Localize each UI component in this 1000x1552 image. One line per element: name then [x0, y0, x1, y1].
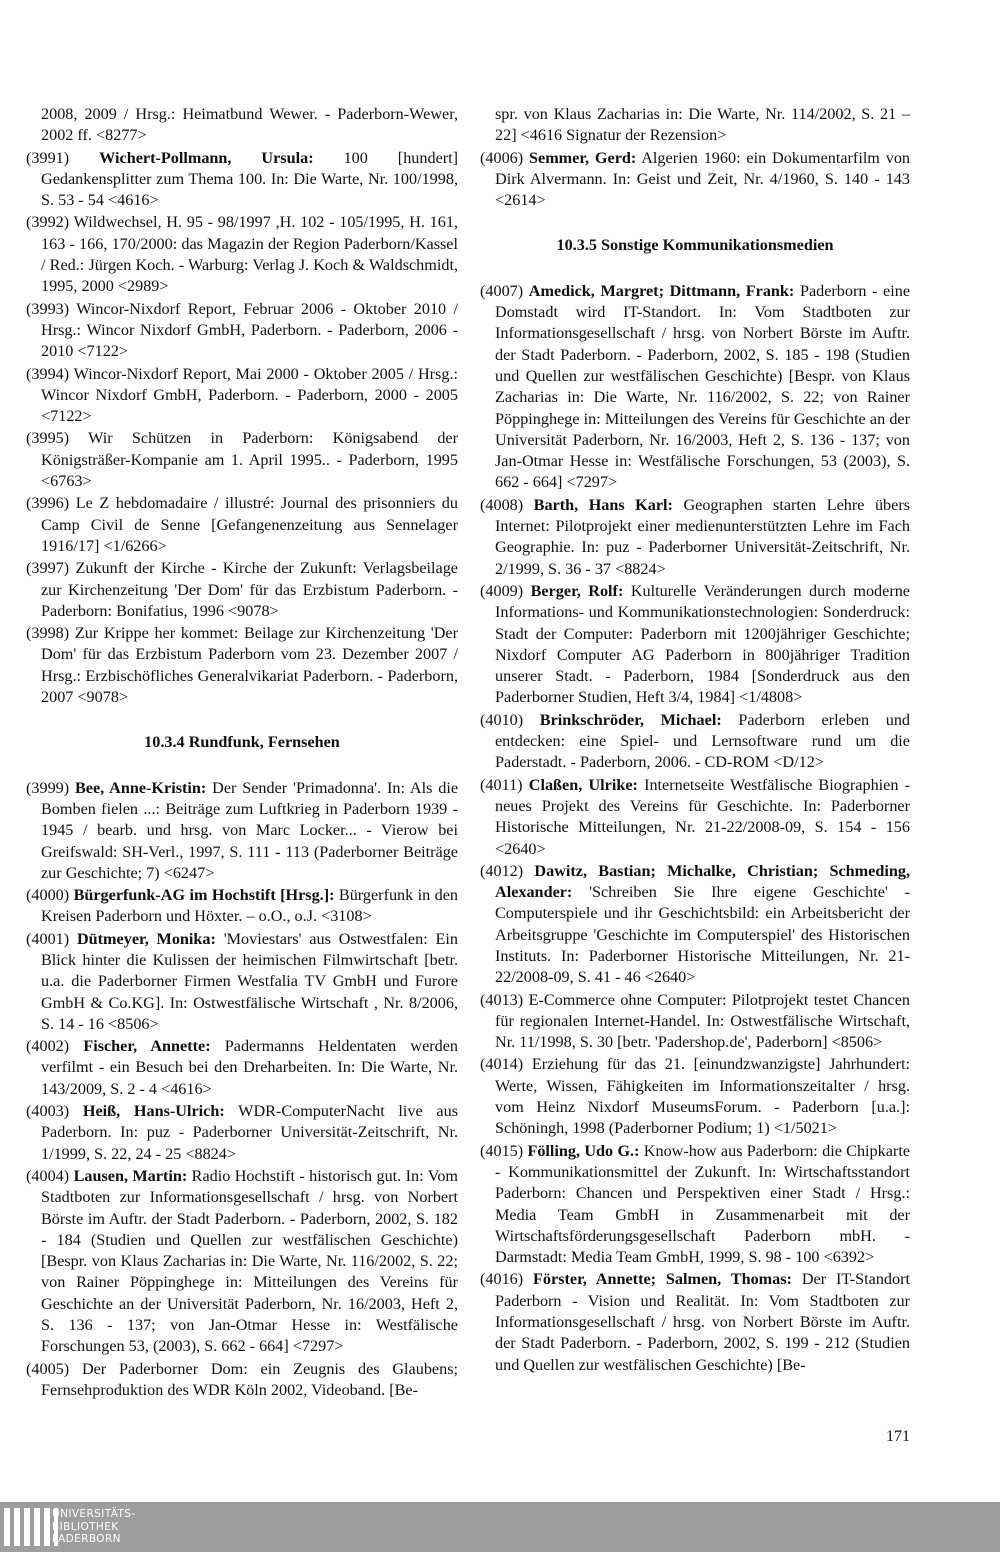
- entry-text: Wincor-Nixdorf Report, Mai 2000 - Oktober 2005 / Hrsg.: Wincor Nixdorf GmbH, Paderborn. - Paderborn, 2000 - 2005 <7122>: [41, 364, 458, 426]
- entry-author: Bürgerfunk-AG im Hochstift [Hrsg.]:: [73, 886, 335, 905]
- entry-author: Dawitz, Bastian; Michalke, Christian; Schmeding, Alexander:: [495, 861, 910, 902]
- entry-number: (3999): [26, 778, 70, 797]
- bibliography-entry: [26, 299, 458, 363]
- entry-continuation: spr. von Klaus Zacharias in: Die Warte, Nr. 114/2002, S. 21 – 22] <4616 Signatur der Rezension>: [495, 105, 910, 145]
- bibliography-entry: [26, 364, 458, 428]
- entry-text: Der Paderborner Dom: ein Zeugnis des Glaubens; Fernsehproduktion des WDR Köln 2002, Videoband. [Be-: [41, 1359, 458, 1399]
- entry-text: Der IT-Standort Paderborn - Vision und Realität. In: Vom Stadtboten zur Informationsgesellschaft / hrsg. von Norbert Börste im Auftr. der Stadt Paderborn. - Paderborn, 2002, S. 199 - 212 (Studien und Quellen zur westfälischen Geschichte) [Be-: [495, 1270, 910, 1374]
- bibliography-entry: [26, 1166, 458, 1358]
- bibliography-entry: [26, 1359, 458, 1402]
- entry-text: Paderborn - eine Domstadt wird IT-Standort. In: Vom Stadtboten zur Informationsgesellschaft / hrsg. von Norbert Börste im Auftr. der Stadt Paderborn. - Paderborn, 2002, S. 185 - 198 (Studien und Quellen zur westfälischen Geschichte) [Bespr. von Klaus Zacharias in: Die Warte, Nr. 116/2002, S. 22; von Rainer Pöppinghege in: Mitteilungen des Vereins für Geschichte an der Universität Paderborn, Nr. 16/2003, Heft 2, S. 136 - 137; von Jan-Otmar Hesse in: Westfälische Forschungen, 53 (2003), S. 662 - 664] <7297>: [495, 281, 911, 492]
- entry-number: (3991): [26, 148, 70, 167]
- entry-continuation: 2008, 2009 / Hrsg.: Heimatbund Wewer. - Paderborn-Wewer, 2002 ff. <8277>: [41, 105, 458, 145]
- entry-author: Amedick, Margret; Dittmann, Frank:: [528, 281, 795, 300]
- bibliography-entry: [480, 1054, 910, 1139]
- entry-number: (4013): [480, 990, 524, 1009]
- library-name-line1: UNIVERSITÄTS-: [52, 1508, 136, 1520]
- entry-number: (4005): [26, 1359, 70, 1378]
- bibliography-entry: [480, 148, 910, 212]
- entry-author: Förster, Annette; Salmen, Thomas:: [533, 1270, 792, 1289]
- entry-text: Know-how aus Paderborn: die Chipkarte - Kommunikationsmittel der Zukunft. In: Wirtschaftsstandort Paderborn: Chancen und Perspektiven einer Stadt / Hrsg.: Media Team GmbH in Zusammenarbeit mit der Wirtschaftsförderungsgesellschaft Paderborn mbH. - Darmstadt: Media Team GmbH, 1999, S. 98 - 100 <6392>: [495, 1141, 911, 1267]
- bibliography-entry: [480, 581, 910, 709]
- bibliography-entry: [26, 1036, 458, 1100]
- bibliography-entry: [26, 778, 458, 884]
- entry-number: (3995): [26, 429, 70, 448]
- library-name-line3: PADERBORN: [52, 1533, 121, 1545]
- entry-number: (3996): [26, 494, 70, 513]
- bibliography-entry: [26, 558, 458, 622]
- entry-number: (4000): [26, 886, 70, 905]
- bibliography-entry: [26, 623, 458, 708]
- section-heading: 10.3.5 Sonstige Kommunikationsmedien: [556, 236, 834, 255]
- entry-text: Padermanns Heldentaten werden verfilmt - ein Besuch bei den Dreharbeiten. In: Die Warte, Nr. 143/2009, S. 2 - 4 <4616>: [41, 1037, 459, 1098]
- library-name-line2: BIBLIOTHEK: [52, 1520, 119, 1533]
- entry-number: (3998): [26, 624, 70, 643]
- entry-author: Fischer, Annette:: [83, 1037, 211, 1056]
- page-number: 171: [886, 1428, 910, 1445]
- entry-text: Der Sender 'Primadonna'. In: Als die Bomben fielen ...: Beiträge zum Luftkrieg in Paderborn 1939 - 1945 / bearb. und hrsg. von Marc Locker... - Vierow bei Greifswald: SH-Verl., 1997, S. 111 - 113 (Paderborner Beiträge zur Geschichte; 7) <6247>: [41, 778, 459, 882]
- entry-number: (4004): [26, 1166, 70, 1185]
- bibliography-entry: [480, 775, 910, 860]
- bibliography-entry: [480, 861, 910, 989]
- entry-author: Fölling, Udo G.:: [527, 1141, 640, 1160]
- right-column: [480, 104, 910, 1377]
- entry-text: Geographen starten Lehre übers Internet: Pilotprojekt einer medienunterstützten Lehre im Fach Geographie. In: puz - Paderborner Universität-Zeitschrift, Nr. 2/1999, S. 36 - 37 <8824>: [495, 495, 911, 578]
- entry-text: Paderborn erleben und entdecken: eine Spiel- und Lernsoftware rund um die Paderstadt. - Paderborn, 2006. - CD-ROM <D/12>: [495, 710, 911, 772]
- bibliography-entry: [480, 495, 910, 580]
- entry-author: Brinkschröder, Michael:: [539, 710, 722, 729]
- bibliography-entry: [480, 1269, 910, 1375]
- library-logo-text: [52, 1508, 136, 1546]
- entry-text: Bürgerfunk in den Kreisen Paderborn und Höxter. – o.O., o.J. <3108>: [41, 886, 459, 926]
- entry-text: Le Z hebdomadaire / illustré: Journal des prisonniers du Camp Civil de Senne [Gefangenenzeitung aus Sennelager 1916/17] <1/6266>: [41, 494, 458, 555]
- entry-author: Bee, Anne-Kristin:: [75, 778, 207, 797]
- entry-author: Claßen, Ulrike:: [528, 775, 638, 794]
- entry-text: Wildwechsel, H. 95 - 98/1997 ,H. 102 - 105/1995, H. 161, 163 - 166, 170/2000: das Magazin der Region Paderborn/Kassel / Red.: Jürgen Koch. - Warburg: Verlag J. Koch & Waldschmidt, 1995, 2000 <2989>: [41, 213, 458, 296]
- entry-text: Zukunft der Kirche - Kirche der Zukunft: Verlagsbeilage zur Kirchenzeitung 'Der Dom' für das Erzbistum Paderborn. - Paderborn: Bonifatius, 1996 <9078>: [41, 559, 458, 620]
- entry-author: Lausen, Martin:: [73, 1166, 188, 1185]
- bibliography-entry: [26, 1101, 458, 1165]
- entry-author: Wichert-Pollmann, Ursula:: [99, 148, 314, 167]
- bibliography-entry: [480, 710, 910, 774]
- bibliography-entry: [26, 212, 458, 297]
- entry-number: (4006): [480, 148, 524, 167]
- entry-text: 'Schreiben Sie Ihre eigene Geschichte' - Computerspiele und ihr Geschichtsbild: ein Arbeitsbericht der Arbeitsgruppe 'Geschichte im Computerspiel' des Historischen Instituts. In: Paderborner Historische Mitteilungen, Nr. 21-22/2008-09, S. 41 - 46 <2640>: [495, 883, 910, 987]
- entry-author: Berger, Rolf:: [530, 581, 624, 600]
- entry-number: (4002): [26, 1037, 70, 1056]
- entry-author: Barth, Hans Karl:: [533, 495, 673, 514]
- bibliography-entry: [26, 428, 458, 492]
- entry-number: (4010): [480, 710, 524, 729]
- left-column: [26, 104, 458, 1402]
- bibliography-entry: [26, 929, 458, 1035]
- entry-number: (4008): [480, 495, 524, 514]
- bibliography-entry: [480, 990, 910, 1054]
- entry-number: (3993): [26, 299, 70, 318]
- entry-number: (3997): [26, 559, 70, 578]
- entry-author: Semmer, Gerd:: [529, 148, 637, 167]
- entry-text: Wincor-Nixdorf Report, Februar 2006 - Oktober 2010 / Hrsg.: Wincor Nixdorf GmbH, Paderborn. - Paderborn, 2006 - 2010 <7122>: [41, 299, 458, 361]
- entry-text: E-Commerce ohne Computer: Pilotprojekt testet Chancen für regionalen Internet-Handel. In: Ostwestfälische Wirtschaft, Nr. 11/1998, S. 30 [betr. 'Padershop.de', Paderborn] <8506>: [495, 990, 910, 1052]
- entry-number: (4001): [26, 929, 70, 948]
- section-heading: 10.3.4 Rundfunk, Fernsehen: [144, 733, 340, 752]
- entry-number: (4011): [480, 775, 523, 794]
- bibliography-entry: [26, 148, 458, 212]
- entry-text: WDR-ComputerNacht live aus Paderborn. In: puz - Paderborner Universität-Zeitschrift, Nr. 1/1999, S. 22, 24 - 25 <8824>: [41, 1102, 458, 1163]
- entry-text: Kulturelle Veränderungen durch moderne Informations- und Kommunikationstechnologien: Sonderdruck: Stadt der Computer: Paderborn mit 1200jähriger Geschichte; Nixdorf Computer AG Paderborn in 800jähriger Tradition unserer Stadt. - Paderborn, 1984 [Sonderdruck aus den Paderborner Studien, Heft 3/4, 1984] <1/4808>: [495, 581, 910, 707]
- entry-author: Heiß, Hans-Ulrich:: [82, 1102, 225, 1121]
- entry-number: (4003): [26, 1102, 70, 1121]
- entry-text: Algerien 1960: ein Dokumentarfilm von Dirk Alvermann. In: Geist und Zeit, Nr. 4/1960, S. 140 - 143 <2614>: [495, 148, 911, 210]
- entry-number: (4009): [480, 581, 524, 600]
- entry-number: (3994): [26, 364, 70, 383]
- entry-number: (3992): [26, 213, 70, 232]
- entry-number: (4016): [480, 1270, 524, 1289]
- bibliography-entry: [26, 885, 458, 928]
- entry-text: Zur Krippe her kommet: Beilage zur Kirchenzeitung 'Der Dom' für das Erzbistum Paderborn vom 23. Dezember 2007 / Hrsg.: Erzbischöfliches Generalvikariat Paderborn. - Paderborn, 2007 <9078>: [41, 624, 458, 707]
- entry-author: Dütmeyer, Monika:: [76, 929, 216, 948]
- library-footer: [0, 1502, 1000, 1552]
- entry-text: Internetseite Westfälische Biographien - neues Projekt des Vereins für Geschichte. In: Paderborner Historische Mitteilungen, Nr. 21-22/2008-09, S. 154 - 156 <2640>: [495, 775, 911, 858]
- bibliography-entry: [26, 493, 458, 557]
- bibliography-entry: [480, 281, 910, 494]
- entry-number: (4015): [480, 1141, 524, 1160]
- entry-number: (4014): [480, 1055, 524, 1074]
- entry-text: Radio Hochstift - historisch gut. In: Vom Stadtboten zur Informationsgesellschaft / hrsg. von Norbert Börste im Auftr. der Stadt Paderborn. - Paderborn, 2002, S. 182 - 184 (Studien und Quellen zur westfälischen Geschichte) [Bespr. von Klaus Zacharias in: Die Warte, Nr. 116/2002, S. 22; von Rainer Pöppinghege in: Mitteilungen des Vereins für Geschichte an der Universität Paderborn, Nr. 16/2003, Heft 2, S. 136 - 137; von Jan-Otmar Hesse in: Westfälische Forschungen 53, (2003), S. 662 - 664] <7297>: [41, 1166, 459, 1356]
- entry-number: (4007): [480, 281, 524, 300]
- entry-text: Erziehung für das 21. [einundzwanzigste] Jahrhundert: Werte, Wissen, Fähigkeiten im Informationszeitalter / hrsg. vom Heinz Nixdorf MuseumsForum. - Paderborn [u.a.]: Schöningh, 1998 (Paderborner Podium; 1) <1/5021>: [495, 1055, 911, 1138]
- entry-text: 'Moviestars' aus Ostwestfalen: Ein Blick hinter die Kulissen der heimischen Filmwirtschaft [betr. u.a. die Paderborner Firmen Westfalia TV GmbH und Furore GmbH & Co.KG]. In: Ostwestfälische Wirtschaft , Nr. 8/2006, S. 14 - 16 <8506>: [41, 929, 458, 1033]
- entry-text: Wir Schützen in Paderborn: Königsabend der Königsträßer-Kompanie am 1. April 1995.. - Paderborn, 1995 <6763>: [41, 429, 458, 491]
- bibliography-entry: [480, 1141, 910, 1269]
- entry-text: 100 [hundert] Gedankensplitter zum Thema 100. In: Die Warte, Nr. 100/1998, S. 53 - 54 <4616>: [41, 148, 459, 210]
- entry-number: (4012): [480, 861, 524, 880]
